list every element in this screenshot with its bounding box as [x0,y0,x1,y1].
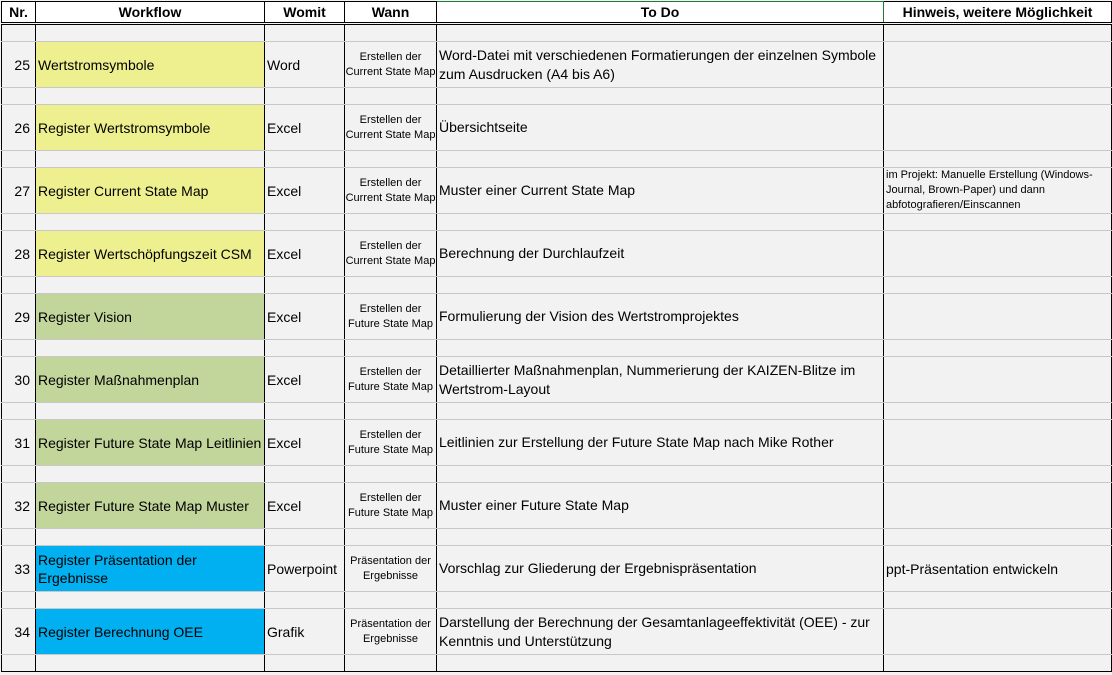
empty-cell[interactable] [2,403,36,420]
empty-cell[interactable] [2,529,36,546]
spacer-row [2,151,1112,168]
cell-hinweis[interactable] [884,420,1112,466]
cell-hinweis[interactable] [884,357,1112,403]
spacer-row [2,340,1112,357]
table-row [2,231,1112,277]
cell-wann[interactable]: Erstellen der Future State Map [345,294,437,340]
empty-cell[interactable] [265,277,345,294]
cell-nr[interactable]: 29 [2,294,36,340]
cell-todo[interactable]: Darstellung der Berechnung der Gesamtanlageeffektivität (OEE) - zur Kenntnis und Unterstützung [437,609,884,655]
table-row [2,105,1112,151]
table-row [2,420,1112,466]
empty-cell[interactable] [884,466,1112,483]
table-row [2,483,1112,529]
cell-workflow[interactable]: Register Maßnahmenplan [36,357,265,403]
cell-wann[interactable]: Erstellen der Future State Map [345,420,437,466]
empty-cell[interactable] [884,24,1112,42]
cell-hinweis[interactable] [884,294,1112,340]
empty-cell[interactable] [437,655,884,672]
empty-cell[interactable] [36,88,265,105]
empty-cell[interactable] [884,340,1112,357]
empty-cell[interactable] [265,340,345,357]
empty-cell[interactable] [36,277,265,294]
header-nr[interactable]: Nr. [2,2,36,24]
empty-cell[interactable] [265,88,345,105]
empty-cell[interactable] [36,24,265,42]
cell-womit[interactable]: Word [265,42,345,88]
cell-hinweis[interactable]: ppt-Präsentation entwickeln [884,546,1112,592]
empty-cell[interactable] [437,403,884,420]
cell-nr[interactable]: 25 [2,42,36,88]
empty-cell[interactable] [884,88,1112,105]
empty-cell[interactable] [345,466,437,483]
empty-cell[interactable] [2,277,36,294]
cell-todo[interactable]: Muster einer Current State Map [437,168,884,214]
empty-cell[interactable] [345,24,437,42]
cell-todo[interactable]: Formulierung der Vision des Wertstromprojektes [437,294,884,340]
cell-womit[interactable]: Grafik [265,609,345,655]
cell-workflow[interactable]: Wertstromsymbole [36,42,265,88]
empty-cell[interactable] [437,277,884,294]
cell-nr[interactable]: 31 [2,420,36,466]
empty-cell[interactable] [36,466,265,483]
empty-cell[interactable] [36,529,265,546]
cell-nr[interactable]: 34 [2,609,36,655]
cell-nr[interactable]: 27 [2,168,36,214]
spacer-row [2,403,1112,420]
empty-cell[interactable] [2,466,36,483]
empty-cell[interactable] [345,151,437,168]
header-wann[interactable]: Wann [345,2,437,24]
cell-wann[interactable]: Erstellen der Current State Map [345,105,437,151]
cell-todo[interactable]: Detaillierter Maßnahmenplan, Nummerierung der KAIZEN-Blitze im Wertstrom-Layout [437,357,884,403]
cell-todo[interactable]: Berechnung der Durchlaufzeit [437,231,884,277]
cell-womit[interactable]: Excel [265,105,345,151]
cell-womit[interactable]: Excel [265,231,345,277]
cell-workflow[interactable]: Register Präsentation der Ergebnisse [36,546,265,592]
header-row [2,2,1112,24]
empty-cell[interactable] [2,24,36,42]
cell-wann[interactable]: Erstellen der Current State Map [345,168,437,214]
cell-hinweis[interactable] [884,609,1112,655]
empty-cell[interactable] [265,24,345,42]
empty-cell[interactable] [345,277,437,294]
empty-cell[interactable] [36,340,265,357]
empty-cell[interactable] [884,277,1112,294]
header-womit[interactable]: Womit [265,2,345,24]
empty-cell[interactable] [345,88,437,105]
workflow-table [1,1,1112,672]
cell-hinweis[interactable] [884,42,1112,88]
empty-cell[interactable] [36,214,265,231]
empty-cell[interactable] [345,340,437,357]
empty-cell[interactable] [265,151,345,168]
empty-cell[interactable] [2,340,36,357]
cell-wann[interactable]: Präsentation der Ergebnisse [345,609,437,655]
empty-cell[interactable] [345,592,437,609]
cell-nr[interactable]: 26 [2,105,36,151]
empty-cell[interactable] [2,214,36,231]
empty-cell[interactable] [345,403,437,420]
empty-cell[interactable] [345,655,437,672]
cell-todo[interactable]: Word-Datei mit verschiedenen Formatierungen der einzelnen Symbole zum Ausdrucken (A4 bis A6) [437,42,884,88]
cell-womit[interactable]: Excel [265,357,345,403]
cell-wann[interactable]: Erstellen der Current State Map [345,231,437,277]
table-row [2,357,1112,403]
cell-todo[interactable]: Übersichtseite [437,105,884,151]
spacer-row [2,655,1112,672]
empty-cell[interactable] [265,529,345,546]
empty-cell[interactable] [2,655,36,672]
spacer-row [2,88,1112,105]
cell-nr[interactable]: 30 [2,357,36,403]
table-row [2,42,1112,88]
cell-womit[interactable]: Excel [265,294,345,340]
cell-womit[interactable]: Powerpoint [265,546,345,592]
cell-hinweis[interactable] [884,231,1112,277]
header-workflow[interactable]: Workflow [36,2,265,24]
empty-cell[interactable] [884,214,1112,231]
empty-cell[interactable] [345,214,437,231]
cell-nr[interactable]: 28 [2,231,36,277]
header-hinweis[interactable]: Hinweis, weitere Möglichkeit [884,2,1112,24]
cell-workflow[interactable]: Register Wertstromsymbole [36,105,265,151]
empty-cell[interactable] [437,592,884,609]
empty-cell[interactable] [36,592,265,609]
empty-cell[interactable] [884,529,1112,546]
empty-cell[interactable] [437,214,884,231]
cell-wann[interactable]: Erstellen der Future State Map [345,483,437,529]
empty-cell[interactable] [36,151,265,168]
table-row [2,294,1112,340]
empty-cell[interactable] [437,529,884,546]
table-row [2,609,1112,655]
cell-todo[interactable]: Muster einer Future State Map [437,483,884,529]
empty-cell[interactable] [2,151,36,168]
empty-cell[interactable] [2,592,36,609]
spacer-row [2,529,1112,546]
cell-hinweis[interactable] [884,105,1112,151]
cell-hinweis[interactable]: im Projekt: Manuelle Erstellung (Windows-Journal, Brown-Paper) und dann abfotografieren/Einscannen [884,168,1112,214]
empty-cell[interactable] [265,214,345,231]
cell-wann[interactable]: Erstellen der Current State Map [345,42,437,88]
empty-cell[interactable] [437,151,884,168]
cell-wann[interactable]: Präsentation der Ergebnisse [345,546,437,592]
empty-cell[interactable] [437,340,884,357]
cell-nr[interactable]: 33 [2,546,36,592]
cell-workflow[interactable]: Register Future State Map Leitlinien [36,420,265,466]
table-row [2,546,1112,592]
empty-cell[interactable] [884,592,1112,609]
empty-cell[interactable] [437,24,884,42]
empty-cell[interactable] [36,655,265,672]
spacer-row [2,214,1112,231]
table-row [2,168,1112,214]
empty-cell[interactable] [345,529,437,546]
cell-workflow[interactable]: Register Future State Map Muster [36,483,265,529]
empty-cell[interactable] [884,655,1112,672]
spacer-row [2,24,1112,42]
spacer-row [2,592,1112,609]
spacer-row [2,277,1112,294]
empty-cell[interactable] [884,403,1112,420]
cell-workflow[interactable]: Register Vision [36,294,265,340]
cell-todo[interactable]: Leitlinien zur Erstellung der Future State Map nach Mike Rother [437,420,884,466]
empty-cell[interactable] [265,592,345,609]
cell-womit[interactable]: Excel [265,420,345,466]
empty-cell[interactable] [36,403,265,420]
cell-nr[interactable]: 32 [2,483,36,529]
header-todo[interactable]: To Do [437,2,884,24]
empty-cell[interactable] [265,466,345,483]
cell-workflow[interactable]: Register Berechnung OEE [36,609,265,655]
cell-wann[interactable]: Erstellen der Future State Map [345,357,437,403]
empty-cell[interactable] [265,655,345,672]
cell-womit[interactable]: Excel [265,168,345,214]
cell-workflow[interactable]: Register Current State Map [36,168,265,214]
spacer-row [2,466,1112,483]
empty-cell[interactable] [265,403,345,420]
cell-workflow[interactable]: Register Wertschöpfungszeit CSM [36,231,265,277]
empty-cell[interactable] [437,466,884,483]
cell-womit[interactable]: Excel [265,483,345,529]
empty-cell[interactable] [2,88,36,105]
empty-cell[interactable] [437,88,884,105]
cell-hinweis[interactable] [884,483,1112,529]
empty-cell[interactable] [884,151,1112,168]
cell-todo[interactable]: Vorschlag zur Gliederung der Ergebnispräsentation [437,546,884,592]
